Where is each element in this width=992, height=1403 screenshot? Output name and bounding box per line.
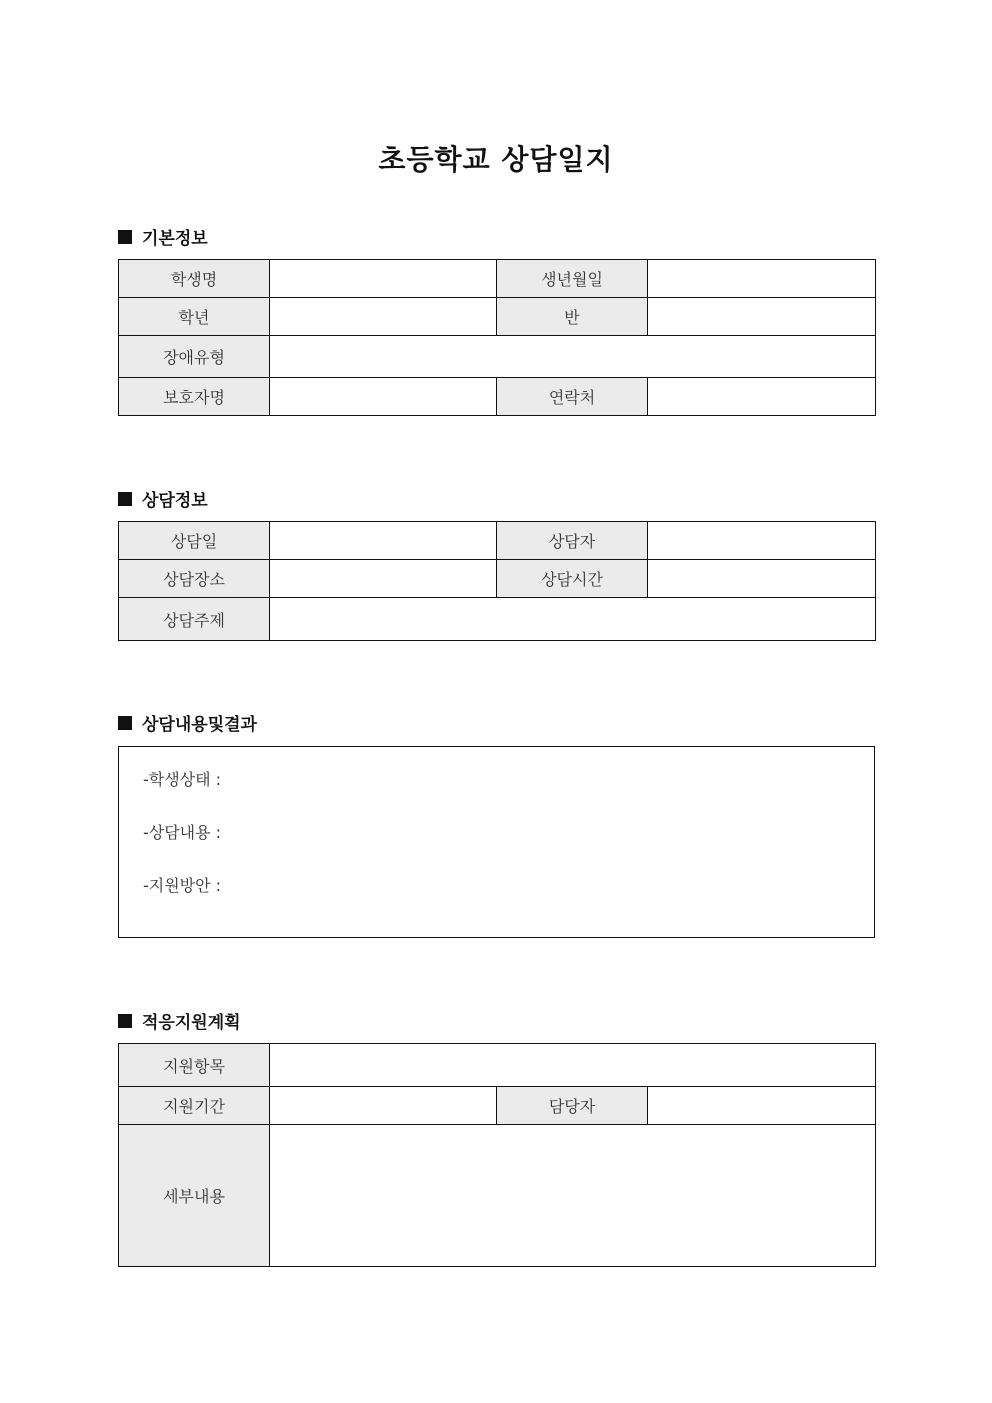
- label-guardian: 보호자명: [119, 378, 270, 416]
- label-place: 상담장소: [119, 560, 270, 598]
- label-contact: 연락처: [497, 378, 648, 416]
- guardian-field[interactable]: [270, 378, 497, 416]
- period-field[interactable]: [270, 1087, 497, 1125]
- consult-content-line: -상담내용 :: [143, 823, 222, 842]
- square-bullet-icon: [118, 1014, 132, 1028]
- date-field[interactable]: [270, 522, 497, 560]
- section-consult-heading: [118, 486, 208, 511]
- square-bullet-icon: [118, 716, 132, 730]
- label-details: 세부내용: [119, 1125, 270, 1267]
- student-name-field[interactable]: [270, 260, 497, 298]
- page-title: 초등학교 상담일지: [378, 143, 614, 176]
- basic-info-table: [118, 259, 876, 416]
- grade-field[interactable]: [270, 298, 497, 336]
- label-date: 상담일: [119, 522, 270, 560]
- item-field[interactable]: [270, 1044, 876, 1087]
- label-period: 지원기간: [119, 1087, 270, 1125]
- square-bullet-icon: [118, 492, 132, 506]
- counselor-field[interactable]: [648, 522, 876, 560]
- label-birth: 생년월일: [497, 260, 648, 298]
- section-label: 기본정보: [142, 229, 208, 249]
- section-basic-heading: [118, 224, 208, 249]
- content-box[interactable]: [118, 746, 875, 938]
- section-plan-heading: [118, 1008, 241, 1033]
- contact-field[interactable]: [648, 378, 876, 416]
- manager-field[interactable]: [648, 1087, 876, 1125]
- support-plan-line: -지원방안 :: [143, 876, 222, 895]
- consult-info-table: [118, 521, 876, 641]
- label-manager: 담당자: [497, 1087, 648, 1125]
- label-class: 반: [497, 298, 648, 336]
- time-field[interactable]: [648, 560, 876, 598]
- section-label: 상담내용및결과: [142, 715, 257, 735]
- class-field[interactable]: [648, 298, 876, 336]
- student-status-line: -학생상태 :: [143, 770, 222, 789]
- label-grade: 학년: [119, 298, 270, 336]
- label-counselor: 상담자: [497, 522, 648, 560]
- place-field[interactable]: [270, 560, 497, 598]
- birth-field[interactable]: [648, 260, 876, 298]
- label-time: 상담시간: [497, 560, 648, 598]
- section-label: 상담정보: [142, 491, 208, 511]
- square-bullet-icon: [118, 230, 132, 244]
- disability-field[interactable]: [270, 336, 876, 378]
- plan-table: [118, 1043, 876, 1267]
- label-topic: 상담주제: [119, 598, 270, 641]
- section-content-heading: [118, 710, 257, 735]
- label-item: 지원항목: [119, 1044, 270, 1087]
- label-disability: 장애유형: [119, 336, 270, 378]
- details-field[interactable]: [270, 1125, 876, 1267]
- label-student-name: 학생명: [119, 260, 270, 298]
- section-label: 적응지원계획: [142, 1013, 241, 1033]
- topic-field[interactable]: [270, 598, 876, 641]
